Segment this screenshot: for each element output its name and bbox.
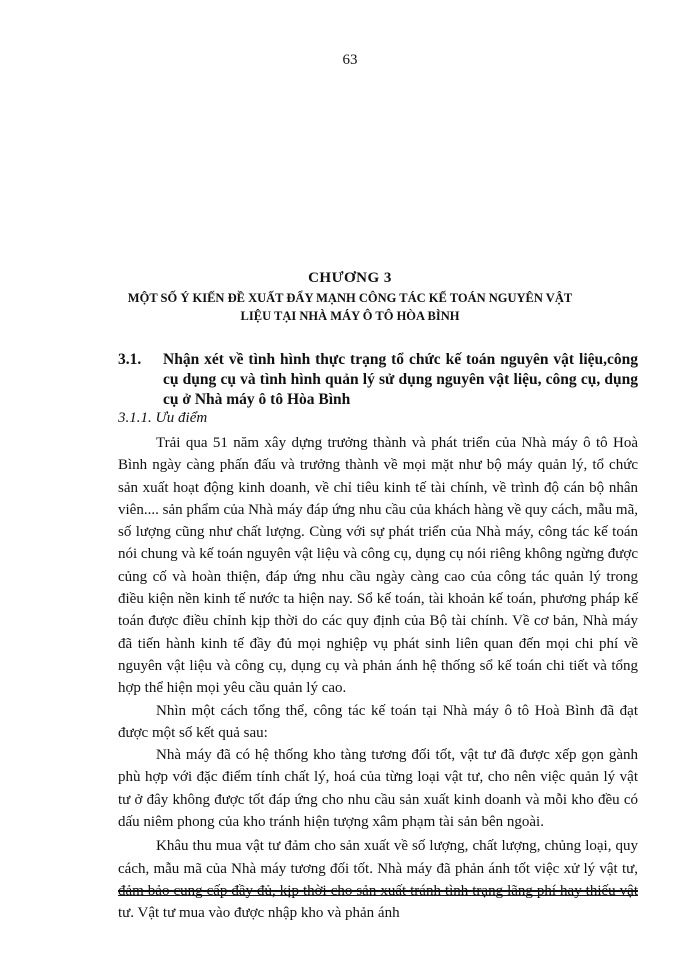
chapter-title: CHƯƠNG 3 bbox=[308, 270, 392, 286]
section-number: 3.1. bbox=[118, 351, 142, 368]
body-text bbox=[118, 432, 638, 925]
paragraph-3: Nhà máy đã có hệ thống kho tàng tương đối tốt, vật tư đã được xếp gọn gành phù hợp với đặc điểm tính chất lý, hoá của từng loại vật tư, cho nên việc quản lý vật tư ở đây không được tốt đáp ứng cho nhu cầu sản xuất kinh doanh và mỗi kho đều có dấu niêm phong của kho tránh hiện tượng xâm phạm tài sản bên ngoài. bbox=[118, 747, 638, 831]
chapter-subtitle-line-2: LIỆU TẠI NHÀ MÁY Ô TÔ HÒA BÌNH bbox=[240, 309, 460, 323]
chapter-subtitle bbox=[100, 289, 600, 325]
paragraph-1: Trải qua 51 năm xây dựng trưởng thành và phát triển của Nhà máy ô tô Hoà Bình ngày càng phấn đấu và trưởng thành về mọi mặt như bộ máy quản lý, tổ chức sản xuất hoạt động kinh doanh, về chỉ tiêu kinh tế tài chính, về trình độ cán bộ nhân viên.... sản phẩm của Nhà máy đáp ứng nhu cầu của khách hàng về quy cách, mẫu mã, số lượng cũng như chất lượng. Cùng với sự phát triển của Nhà máy, công tác kế toán nói chung và kế toán nguyên vật liệu và công cụ, dụng cụ nói riêng không ngừng được củng cố và hoàn thiện, đáp ứng nhu cầu ngày càng cao của công tác quản lý trong điều kiện nền kinh tế nước ta hiện nay. Sổ kế toán, tài khoản kế toán, phương pháp kế toán được điều chỉnh kịp thời do các quy định của Bộ tài chính. Về cơ bản, Nhà máy đã tiến hành kinh tế đầy đủ mọi nghiệp vụ phát sinh liên quan đến mọi chi phí về nguyên vật liệu và công cụ, dụng cụ và phản ánh hệ thống sổ kế toán chi tiết và tổng hợp thể hiện mọi yêu cầu quản lý cao. bbox=[118, 435, 638, 697]
footer-rule bbox=[118, 890, 638, 896]
chapter-subtitle-line-1: MỘT SỐ Ý KIẾN ĐỀ XUẤT ĐẨY MẠNH CÔNG TÁC KẾ TOÁN NGUYÊN VẬT bbox=[127, 291, 573, 305]
subsection-heading: 3.1.1. Ưu điểm bbox=[118, 410, 208, 426]
paragraph-2: Nhìn một cách tổng thể, công tác kế toán tại Nhà máy ô tô Hoà Bình đã đạt được một số kết quả sau: bbox=[118, 702, 638, 741]
section-title: Nhận xét về tình hình thực trạng tổ chức kế toán nguyên vật liệu,công cụ dụng cụ và tình hình quản lý sử dụng nguyên vật liệu, công cụ, dụng cụ ở Nhà máy ô tô Hòa Bình bbox=[163, 351, 638, 408]
paragraph-4: Khâu thu mua vật tư đảm cho sản xuất về số lượng, chất lượng, chủng loại, quy cách, mẫu mã của Nhà máy tương đối tốt. Nhà máy đã phản ánh tốt việc xử lý vật tư, đảm bảo cung cấp đầy đủ, kịp thời cho sản xuất tránh tình trạng lãng phí hay thiếu vật tư. Vật tư mua vào được nhập kho và phản ánh bbox=[118, 838, 638, 922]
section-heading bbox=[118, 350, 638, 410]
page-number: 63 bbox=[342, 52, 358, 68]
